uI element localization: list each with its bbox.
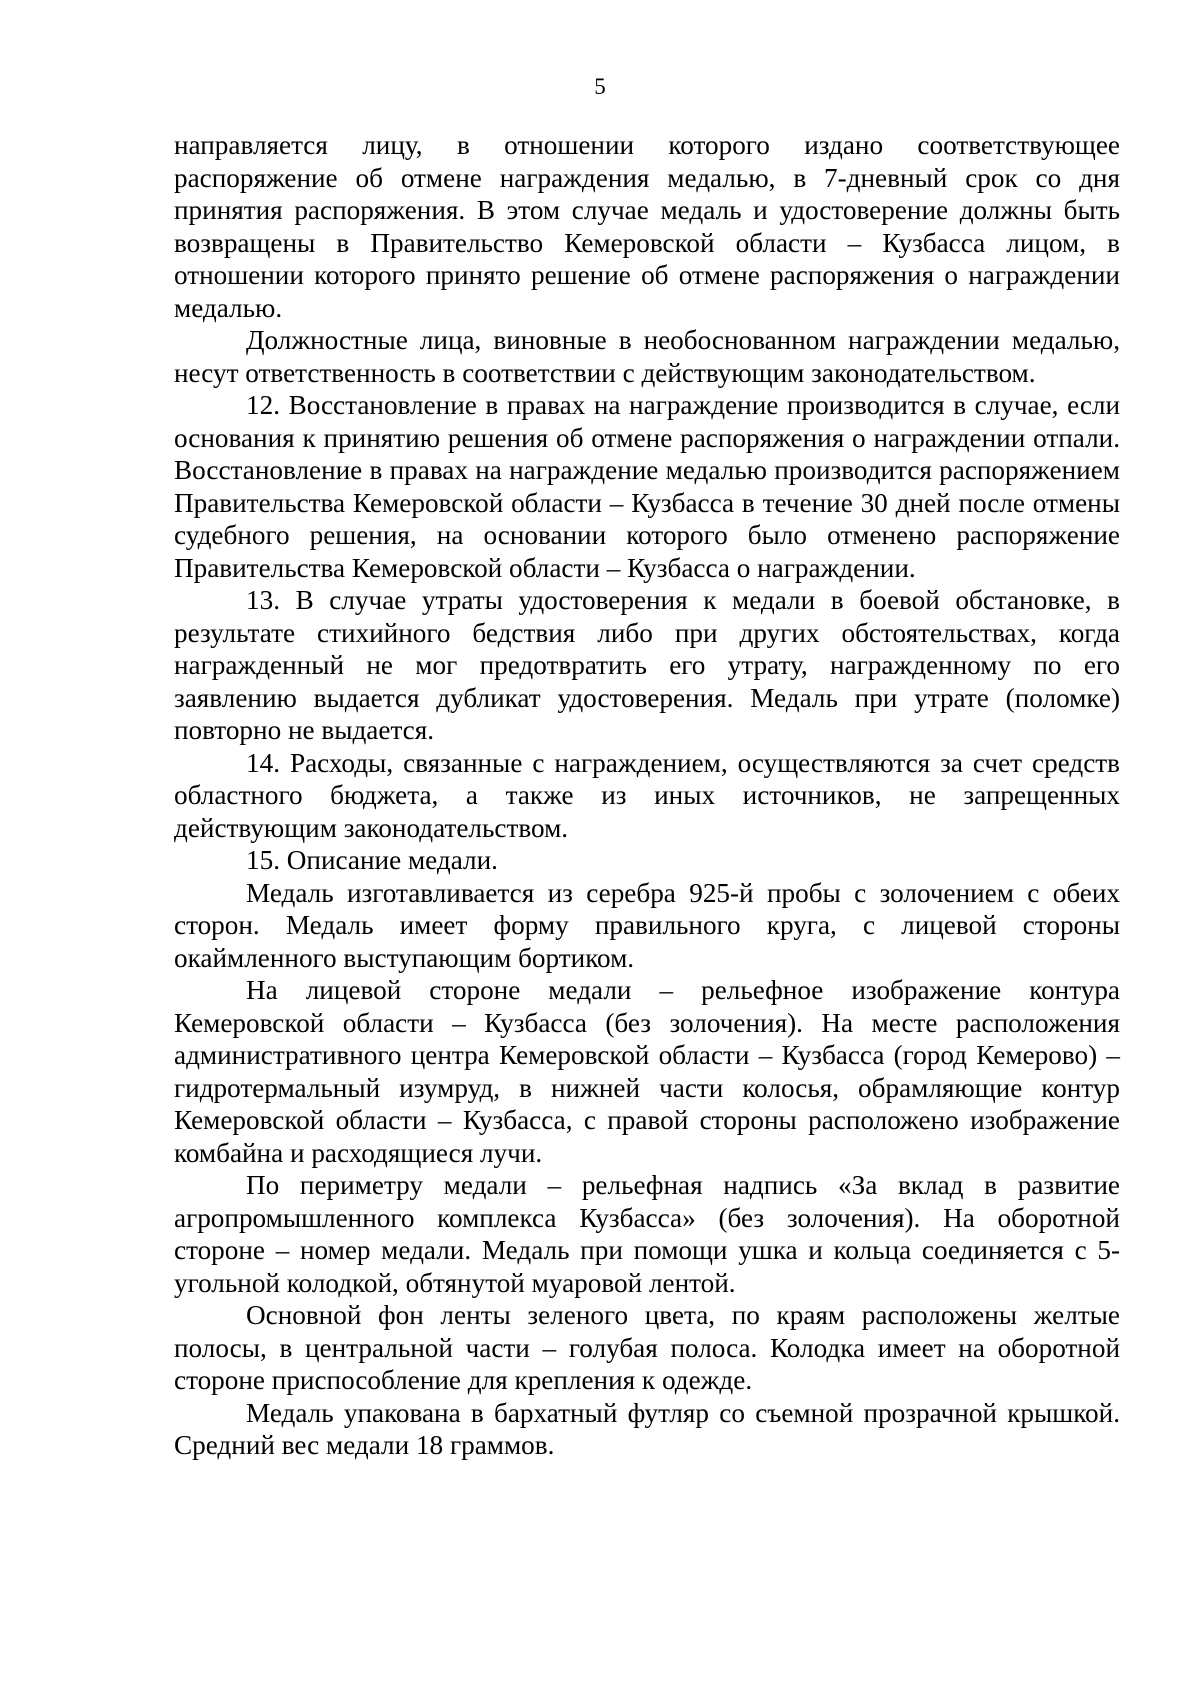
page-number: 5 [594,74,606,99]
paragraph-item-13: 13. В случае утраты удостоверения к медали в боевой обстановке, в результате стихийного бедствия либо при других обстоятельствах, когда награжденный не мог предотвратить его утрату, награжденному по его заявлению выдается дубликат удостоверения. Медаль при утрате (поломке) повторно не выдается. [174,585,1120,745]
paragraph-medal-material: Медаль изготавливается из серебра 925-й пробы с золочением с обеих сторон. Медаль имеет форму правильного круга, с лицевой стороны окаймленного выступающим бортиком. [174,877,1120,973]
document-body [174,129,1120,1462]
paragraph-medal-obverse: На лицевой стороне медали – рельефное изображение контура Кемеровской области – Кузбасса (без золочения). На месте расположения административного центра Кемеровской области – Кузбасса (город Кемерово) – гидротермальный изумруд, в нижней части колосья, обрамляющие контур Кемеровской области – Кузбасса, с правой стороны расположено изображение комбайна и расходящиеся лучи. [174,975,1120,1168]
paragraph-packaging: Медаль упакована в бархатный футляр со съемной прозрачной крышкой. Средний вес медали 18 граммов. [174,1397,1120,1460]
paragraph-medal-perimeter: По периметру медали – рельефная надпись «За вклад в развитие агропромышленного комплекса Кузбасса» (без золочения). На оборотной стороне – номер медали. Медаль при помощи ушка и кольца соединяется с 5-угольной колодкой, обтянутой муаровой лентой. [174,1170,1120,1298]
paragraph-officials-liability: Должностные лица, виновные в необоснованном награждении медалью, несут ответственность в соответствии с действующим законодательством. [174,325,1120,388]
paragraph-continuation: направляется лицу, в отношении которого издано соответствующее распоряжение об отмене награждения медалью, в 7-дневный срок со дня принятия распоряжения. В этом случае медаль и удостоверение должны быть возвращены в Правительство Кемеровской области – Кузбасса лицом, в отношении которого принято решение об отмене распоряжения о награждении медалью. [174,130,1120,323]
paragraph-item-14: 14. Расходы, связанные с награждением, осуществляются за счет средств областного бюджета, а также из иных источников, не запрещенных действующим законодательством. [174,747,1120,843]
paragraph-ribbon: Основной фон ленты зеленого цвета, по краям расположены желтые полосы, в центральной части – голубая полоса. Колодка имеет на оборотной стороне приспособление для крепления к одежде. [174,1300,1120,1395]
paragraph-item-12: 12. Восстановление в правах на награждение производится в случае, если основания к принятию решения об отмене распоряжения о награждении отпали. Восстановление в правах на награждение медалью производится распоряжением Правительства Кемеровской области – Кузбасса в течение 30 дней после отмены судебного решения, на основании которого было отменено распоряжение Правительства Кемеровской области – Кузбасса о награждении. [174,390,1120,583]
paragraph-item-15-heading: 15. Описание медали. [246,845,498,875]
